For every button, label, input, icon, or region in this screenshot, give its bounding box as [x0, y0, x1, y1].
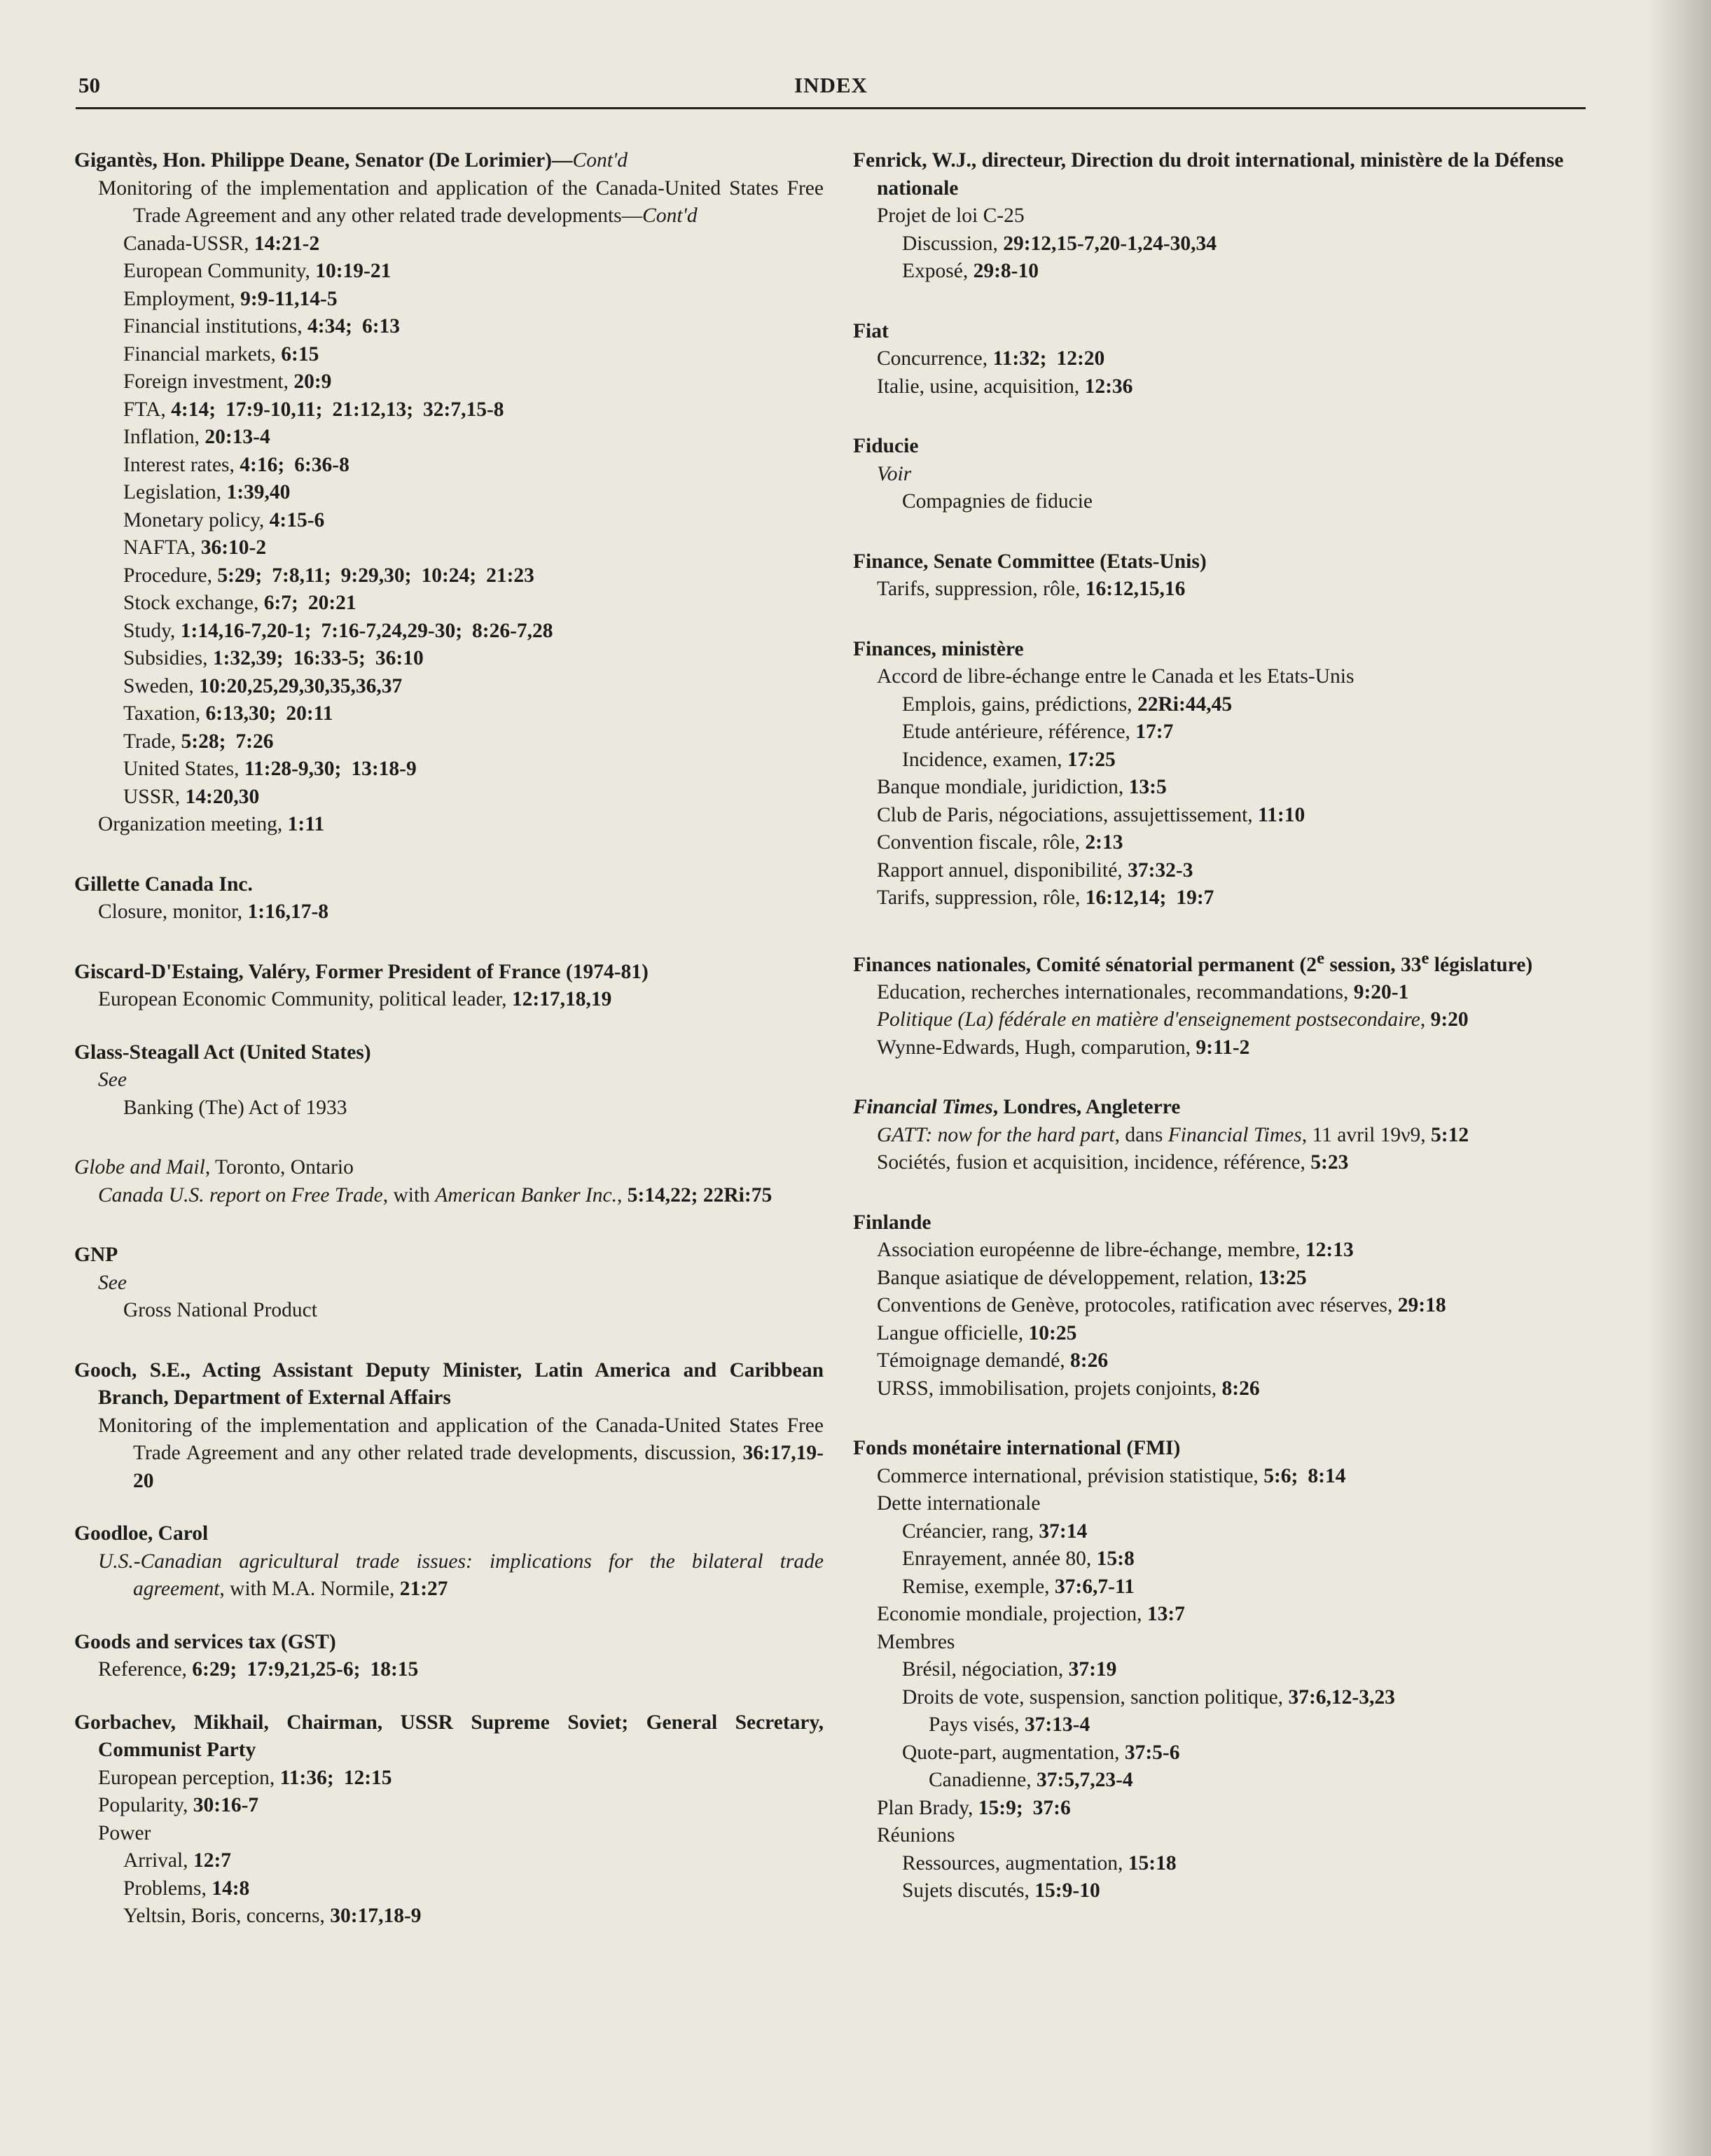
subentry-list	[74, 230, 824, 812]
subentry-text: Employment,	[123, 287, 241, 310]
subentry: Club de Paris, négociations, assujettissement, 11:10	[877, 803, 1305, 826]
index-entry-finance-senate	[853, 548, 1585, 604]
subentry-text: Stock exchange,	[123, 592, 264, 614]
subentry-monitoring: Monitoring of the implementation and application of the Canada-United States Free Trade Agreement and any other related trade developments—Cont'd	[98, 176, 824, 227]
subentry	[74, 479, 824, 507]
see-label: Voir	[877, 462, 912, 485]
subentry: Projet de loi C-25	[877, 204, 1025, 227]
subentry: Réunions	[877, 1824, 955, 1847]
page-reference: 10:24;	[421, 564, 477, 587]
page-reference: 9:29,30;	[340, 564, 412, 587]
subentry: Pays visés, 37:13-4	[929, 1713, 1090, 1737]
page-reference: 16:33-5;	[293, 647, 366, 669]
subentry: Popularity, 30:16-7	[98, 1794, 259, 1816]
subentry: Rapport annuel, disponibilité, 37:32-3	[877, 858, 1193, 882]
page-reference: 20:11	[286, 702, 333, 725]
subentry-text: FTA,	[123, 398, 172, 421]
index-entry-fiat	[853, 318, 1585, 401]
subentry: Emplois, gains, prédictions, 22Ri:44,45	[902, 693, 1233, 716]
page-reference: 9:9-11,14-5	[240, 287, 338, 310]
subentry	[74, 368, 824, 396]
subentry	[74, 424, 824, 452]
index-entry-fenrick	[853, 147, 1585, 286]
subentry-text: Inflation,	[123, 426, 205, 448]
running-head: INDEX	[794, 73, 868, 97]
cross-reference: Banking (The) Act of 1933	[123, 1096, 347, 1119]
page-reference: 14:20,30	[185, 785, 260, 808]
subentry-text: Banque asiatique de développement, relation,	[877, 1266, 1259, 1289]
subentry	[74, 728, 824, 756]
subentry: Discussion, 29:12,15-7,20-1,24-30,34	[902, 232, 1217, 255]
entry-heading: Goods and services tax (GST)	[74, 1630, 336, 1653]
entry-heading: Finance, Senate Committee (Etats-Unis)	[853, 550, 1207, 573]
subentry-organization-meeting: Organization meeting, 1:11	[98, 813, 325, 835]
index-entry-gigantes	[74, 147, 824, 839]
subentry	[853, 1292, 1585, 1320]
index-entry-finances-ministere	[853, 636, 1585, 912]
entry-heading: Fonds monétaire international (FMI)	[853, 1437, 1181, 1460]
subentry-text: Trade,	[123, 730, 181, 753]
subentry-text: Langue officielle,	[877, 1321, 1029, 1344]
subentry: Accord de libre-échange entre le Canada et les Etats-Unis	[877, 665, 1355, 688]
page-reference: 4:16;	[240, 453, 285, 476]
page-reference: 20:9	[293, 370, 332, 393]
subentry	[74, 590, 824, 618]
index-entry-globe-and-mail	[74, 1154, 824, 1209]
subentry: Italie, usine, acquisition, 12:36	[877, 375, 1133, 398]
subentry-list	[853, 1237, 1585, 1403]
subentry-text: Sweden,	[123, 674, 200, 697]
page-reference: 6:36-8	[294, 453, 349, 476]
page-reference: 4:14;	[171, 398, 216, 421]
subentry: Remise, exemple, 37:6,7-11	[902, 1575, 1135, 1598]
subentry: Yeltsin, Boris, concerns, 30:17,18-9	[123, 1905, 422, 1927]
subentry: Ressources, augmentation, 15:18	[902, 1851, 1177, 1875]
subentry: GATT: now for the hard part, dans Financial Times, 11 avril 19ν9, 5:12	[877, 1123, 1469, 1146]
subentry	[74, 313, 824, 341]
page-reference: 12:13	[1305, 1239, 1354, 1262]
page-reference: 5:28;	[181, 730, 226, 753]
see-label: See	[98, 1271, 127, 1294]
subentry: Monitoring of the implementation and application of the Canada-United States Free Trade Agreement and any other related trade developments, discussion, 36:17,19-20	[98, 1414, 824, 1492]
entry-heading: Gillette Canada Inc.	[74, 872, 253, 896]
index-entry-gnp	[74, 1242, 824, 1325]
page-reference: 6:7;	[263, 592, 298, 614]
index-entry-goodloe	[74, 1520, 824, 1604]
subentry-text: Study,	[123, 619, 181, 642]
subentry	[853, 1265, 1585, 1293]
subentry: Sujets discutés, 15:9-10	[902, 1879, 1100, 1903]
subentry	[853, 1320, 1585, 1348]
index-entry-gillette	[74, 871, 824, 926]
page-reference: 8:26-7,28	[472, 619, 553, 642]
page-reference: 13:18-9	[351, 758, 417, 780]
subentry: Arrival, 12:7	[123, 1849, 232, 1872]
subentry: Droits de vote, suspension, sanction politique, 37:6,12-3,23	[902, 1685, 1395, 1709]
entry-heading: Finances nationales, Comité sénatorial permanent (2e session, 33e législature)	[853, 948, 1533, 976]
subentry-text: Subsidies,	[123, 647, 213, 669]
page-reference: 11:28-9,30;	[244, 758, 342, 780]
subentry	[853, 1375, 1585, 1403]
subentry	[853, 1237, 1585, 1265]
page-reference: 6:13	[361, 315, 401, 338]
index-entry-finlande	[853, 1209, 1585, 1403]
page-reference: 10:19-21	[315, 260, 392, 282]
subentry: European Economic Community, political leader, 12:17,18,19	[98, 988, 612, 1010]
cross-reference: Gross National Product	[123, 1299, 317, 1321]
subentry	[74, 756, 824, 784]
subentry-text: Canada-USSR,	[123, 232, 254, 255]
subentry-text: United States,	[123, 758, 244, 780]
index-entry-financial-times	[853, 1094, 1585, 1177]
subentry	[74, 618, 824, 646]
subentry-text: Association européenne de libre-échange, membre,	[877, 1239, 1305, 1262]
index-entry-giscard	[74, 959, 824, 1014]
subentry-text: Financial institutions,	[123, 315, 308, 338]
page-reference: 20:21	[307, 592, 356, 614]
subentry: Créancier, rang, 37:14	[902, 1519, 1088, 1543]
subentry: Etude antérieure, référence, 17:7	[902, 721, 1174, 743]
page-reference: 6:13,30;	[205, 702, 277, 725]
subentry	[853, 1347, 1585, 1375]
page-reference: 8:26	[1221, 1377, 1260, 1400]
page-reference: 17:9-10,11;	[226, 398, 323, 421]
subentry	[74, 562, 824, 590]
subentry: Dette internationale	[877, 1492, 1041, 1515]
entry-heading: Gooch, S.E., Acting Assistant Deputy Minister, Latin America and Caribbean Branch, Department of External Affairs	[74, 1358, 824, 1409]
subentry: Education, recherches internationales, recommandations, 9:20-1	[877, 980, 1409, 1003]
subentry: Brésil, négociation, 37:19	[902, 1658, 1117, 1681]
index-entry-gorbachev	[74, 1709, 824, 1931]
subentry-text: Interest rates,	[123, 453, 240, 476]
entry-heading: Financial Times, Londres, Angleterre	[853, 1096, 1181, 1119]
page-reference: 1:32,39;	[212, 647, 284, 669]
entry-heading: Gigantès, Hon. Philippe Deane, Senator (De Lorimier)—Cont'd	[74, 149, 628, 172]
subentry: Tarifs, suppression, rôle, 16:12,15,16	[877, 578, 1186, 600]
subentry: Economie mondiale, projection, 13:7	[877, 1603, 1185, 1626]
subentry: Incidence, examen, 17:25	[902, 748, 1116, 771]
page-reference: 6:15	[281, 342, 319, 366]
subentry-text: Taxation,	[123, 702, 206, 725]
subentry-text: Procedure,	[123, 564, 218, 587]
page-reference: 29:18	[1397, 1294, 1446, 1317]
index-entry-glass-steagall	[74, 1039, 824, 1122]
page-reference: 8:26	[1070, 1349, 1109, 1372]
subentry: Membres	[877, 1630, 955, 1653]
page-reference: 1:14,16-7,20-1;	[180, 619, 312, 642]
subentry: Canada U.S. report on Free Trade, with American Banker Inc., 5:14,22; 22Ri:75	[98, 1183, 773, 1206]
subentry	[74, 341, 824, 369]
subentry	[74, 396, 824, 424]
subentry: Reference, 6:29; 17:9,21,25-6; 18:15	[98, 1658, 419, 1681]
subentry-text: USSR,	[123, 785, 186, 808]
subentry-text: NAFTA,	[123, 536, 201, 559]
page-reference: 36:10-2	[200, 536, 267, 559]
cross-reference: Compagnies de fiducie	[902, 490, 1093, 513]
subentry: Closure, monitor, 1:16,17-8	[98, 900, 329, 923]
subentry: Tarifs, suppression, rôle, 16:12,14; 19:7	[877, 886, 1214, 909]
entry-heading: Finlande	[853, 1211, 931, 1234]
subentry-text: Legislation,	[123, 481, 227, 503]
page-reference: 21:23	[486, 564, 534, 587]
subentry: Convention fiscale, rôle, 2:13	[877, 831, 1123, 854]
subentry	[74, 534, 824, 562]
subentry-text: Foreign investment,	[123, 370, 294, 393]
page-reference: 1:39,40	[226, 481, 291, 503]
entry-heading: Glass-Steagall Act (United States)	[74, 1041, 371, 1064]
entry-heading: Fenrick, W.J., directeur, Direction du droit international, ministère de la Défense nationale	[853, 149, 1564, 200]
entry-heading: Finances, ministère	[853, 637, 1024, 660]
index-entry-gst	[74, 1629, 824, 1684]
subentry-text: Témoignage demandé,	[877, 1349, 1071, 1372]
entry-heading: GNP	[74, 1244, 118, 1266]
header-rule	[76, 107, 1586, 109]
subentry	[74, 286, 824, 314]
subentry-text: Conventions de Genève, protocoles, ratification avec réserves,	[877, 1294, 1398, 1317]
page-number: 50	[78, 73, 100, 97]
subentry	[74, 507, 824, 535]
subentry: Enrayement, année 80, 15:8	[902, 1548, 1135, 1571]
page-reference: 10:20,25,29,30,35,36,37	[199, 674, 403, 697]
page-reference: 20:13-4	[205, 426, 270, 448]
subentry: Commerce international, prévision statistique, 5:6; 8:14	[877, 1464, 1346, 1487]
entry-heading: Fiat	[853, 319, 889, 342]
page-reference: 4:15-6	[269, 508, 325, 531]
index-entry-gooch	[74, 1357, 824, 1496]
entry-heading: Gorbachev, Mikhail, Chairman, USSR Supreme Soviet; General Secretary, Communist Party	[74, 1711, 824, 1761]
subentry-text: URSS, immobilisation, projets conjoints,	[877, 1377, 1222, 1400]
subentry: Wynne-Edwards, Hugh, comparution, 9:11-2	[877, 1036, 1250, 1059]
subentry: Concurrence, 11:32; 12:20	[877, 347, 1105, 370]
subentry: Exposé, 29:8-10	[902, 260, 1039, 282]
subentry-text: Monetary policy,	[123, 508, 270, 531]
subentry: Problems, 14:8	[123, 1877, 250, 1900]
subentry: European perception, 11:36; 12:15	[98, 1766, 392, 1789]
entry-heading: Globe and Mail, Toronto, Ontario	[74, 1156, 354, 1178]
page-reference: 7:8,11;	[272, 564, 331, 587]
index-entry-fmi	[853, 1435, 1585, 1905]
entry-heading: Giscard-D'Estaing, Valéry, Former President of France (1974-81)	[74, 960, 649, 983]
see-label: See	[98, 1069, 127, 1091]
subentry: Canadienne, 37:5,7,23-4	[929, 1769, 1133, 1792]
subentry	[74, 673, 824, 701]
subentry: Sociétés, fusion et acquisition, incidence, référence, 5:23	[877, 1151, 1349, 1174]
subentry	[74, 258, 824, 286]
page-edge-shadow	[1648, 0, 1711, 2156]
left-column	[74, 147, 824, 1963]
page-reference: 21:12,13;	[332, 398, 414, 421]
subentry	[74, 230, 824, 258]
subentry: U.S.-Canadian agricultural trade issues: implications for the bilateral trade agreement, with M.A. Normile, 21:27	[98, 1550, 824, 1600]
index-entry-fiducie	[853, 433, 1585, 516]
page-reference: 5:29;	[217, 564, 263, 587]
subentry: Politique (La) fédérale en matière d'enseignement postsecondaire, 9:20	[877, 1008, 1469, 1031]
index-entry-finances-nationales	[853, 945, 1585, 1062]
page-reference: 32:7,15-8	[423, 398, 504, 421]
subentry: Quote-part, augmentation, 37:5-6	[902, 1741, 1180, 1764]
right-column	[853, 147, 1585, 1938]
entry-heading: Goodloe, Carol	[74, 1522, 209, 1545]
subentry	[74, 645, 824, 673]
page-reference: 14:21-2	[254, 232, 320, 255]
subentry	[74, 452, 824, 480]
subentry	[74, 784, 824, 812]
page-reference: 13:25	[1258, 1266, 1307, 1289]
subentry	[74, 700, 824, 728]
page-reference: 4:34;	[307, 315, 352, 338]
subentry: Banque mondiale, juridiction, 13:5	[877, 776, 1167, 798]
page-reference: 36:10	[375, 647, 424, 669]
page-reference: 7:26	[235, 730, 274, 753]
entry-heading: Fiducie	[853, 435, 919, 457]
subentry: Plan Brady, 15:9; 37:6	[877, 1796, 1071, 1819]
subentry-text: European Community,	[123, 260, 316, 282]
subentry: Power	[98, 1821, 151, 1844]
page-reference: 7:16-7,24,29-30;	[321, 619, 463, 642]
page-reference: 10:25	[1028, 1321, 1077, 1344]
subentry-text: Financial markets,	[123, 342, 282, 366]
